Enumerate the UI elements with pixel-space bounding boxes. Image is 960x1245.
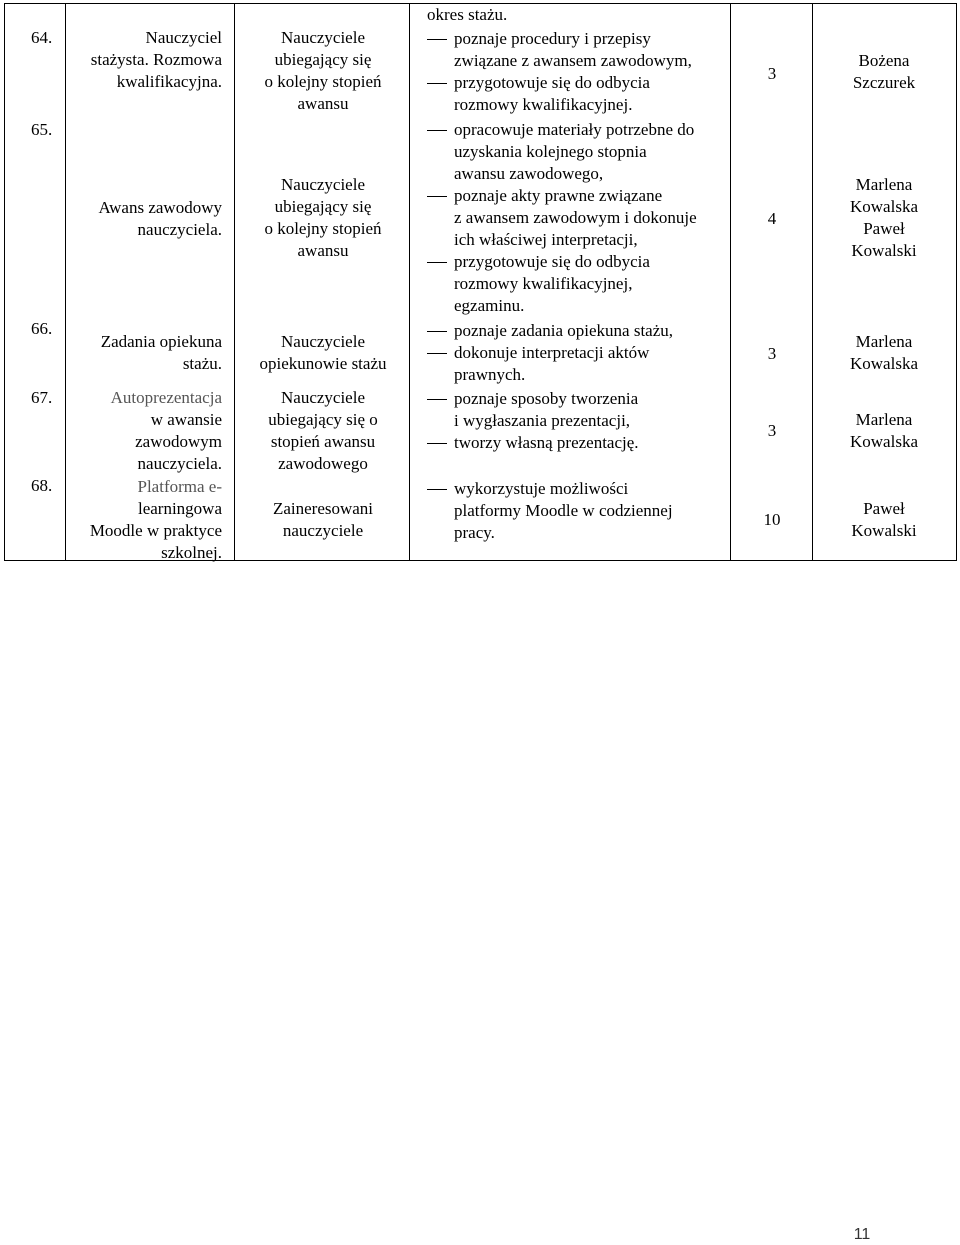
content-line: poznaje zadania opiekuna stażu,	[454, 321, 674, 340]
content-line: poznaje procedury i przepisy	[454, 29, 651, 48]
trainer-line: Marlena	[855, 332, 913, 351]
column-divider	[409, 3, 410, 561]
audience-line: nauczyciele	[282, 521, 364, 540]
content-line: okres stażu.	[427, 5, 508, 24]
audience-line: ubiegający się o	[268, 410, 378, 429]
column-divider	[234, 3, 235, 561]
topic-line: w awansie	[150, 410, 222, 429]
audience-line: ubiegający się	[274, 197, 372, 216]
bullet-dash	[427, 353, 447, 354]
audience-line: Nauczyciele	[281, 28, 365, 47]
content-line: opracowuje materiały potrzebne do	[454, 120, 695, 139]
trainer-line: Kowalska	[850, 197, 918, 216]
hours-value: 3	[767, 64, 777, 83]
content-line: poznaje sposoby tworzenia	[454, 389, 639, 408]
audience-line: o kolejny stopień	[264, 219, 382, 238]
topic-line: Zadania opiekuna	[100, 332, 222, 351]
row-number: 68.	[31, 476, 53, 495]
audience-line: o kolejny stopień	[264, 72, 382, 91]
hours-value: 4	[767, 209, 777, 228]
topic-line: nauczyciela.	[137, 454, 222, 473]
content-line: platformy Moodle w codziennej	[454, 501, 673, 520]
bullet-dash	[427, 331, 447, 332]
content-line: pracy.	[454, 523, 495, 542]
topic-line: stażu.	[182, 354, 222, 373]
trainer-line: Marlena	[855, 175, 913, 194]
content-line: egzaminu.	[454, 296, 525, 315]
row-number: 65.	[31, 120, 53, 139]
audience-line: zawodowego	[278, 454, 368, 473]
bullet-dash	[427, 130, 447, 131]
trainer-line: Paweł	[863, 219, 905, 238]
bullet-dash	[427, 262, 447, 263]
content-line: rozmowy kwalifikacyjnej,	[454, 274, 633, 293]
bullet-dash	[427, 196, 447, 197]
bullet-dash	[427, 399, 447, 400]
row-number: 67.	[31, 388, 53, 407]
trainer-line: Kowalska	[850, 432, 918, 451]
trainer-line: Szczurek	[852, 73, 916, 92]
row-number: 66.	[31, 319, 53, 338]
trainer-line: Kowalski	[851, 241, 917, 260]
topic-line: Autoprezentacja	[110, 388, 222, 407]
topic-line: Nauczyciel	[145, 28, 222, 47]
bullet-dash	[427, 443, 447, 444]
topic-line: nauczyciela.	[137, 220, 222, 239]
audience-line: Zaineresowani	[272, 499, 374, 518]
topic-line: stażysta. Rozmowa	[90, 50, 222, 69]
topic-line: kwalifikacyjna.	[116, 72, 222, 91]
topic-line: zawodowym	[135, 432, 222, 451]
content-line: poznaje akty prawne związane	[454, 186, 663, 205]
topic-line: Platforma e-	[137, 477, 222, 496]
hours-value: 3	[767, 421, 777, 440]
topic-line: learningowa	[137, 499, 222, 518]
hours-value: 10	[763, 510, 781, 529]
content-line: i wygłaszania prezentacji,	[454, 411, 631, 430]
bullet-dash	[427, 83, 447, 84]
content-line: tworzy własną prezentację.	[454, 433, 639, 452]
content-line: przygotowuje się do odbycia	[454, 252, 650, 271]
audience-line: Nauczyciele	[281, 388, 365, 407]
content-line: wykorzystuje możliwości	[454, 479, 629, 498]
trainer-line: Kowalski	[851, 521, 917, 540]
content-line: przygotowuje się do odbycia	[454, 73, 650, 92]
content-line: ich właściwej interpretacji,	[454, 230, 638, 249]
audience-line: awansu	[297, 241, 349, 260]
audience-line: Nauczyciele	[281, 332, 365, 351]
audience-line: ubiegający się	[274, 50, 372, 69]
trainer-line: Bożena	[858, 51, 910, 70]
bullet-dash	[427, 39, 447, 40]
audience-line: Nauczyciele	[281, 175, 365, 194]
content-line: z awansem zawodowym i dokonuje	[454, 208, 697, 227]
topic-line: szkolnej.	[161, 543, 222, 562]
column-divider	[65, 3, 66, 561]
content-line: dokonuje interpretacji aktów	[454, 343, 650, 362]
topic-line: Awans zawodowy	[98, 198, 222, 217]
content-line: prawnych.	[454, 365, 526, 384]
audience-line: stopień awansu	[270, 432, 376, 451]
column-divider	[730, 3, 731, 561]
column-divider	[812, 3, 813, 561]
audience-line: awansu	[297, 94, 349, 113]
trainer-line: Marlena	[855, 410, 913, 429]
bullet-dash	[427, 489, 447, 490]
audience-line: opiekunowie stażu	[259, 354, 387, 373]
content-line: awansu zawodowego,	[454, 164, 604, 183]
row-number: 64.	[31, 28, 53, 47]
hours-value: 3	[767, 344, 777, 363]
page-number: 11	[853, 1226, 871, 1243]
trainer-line: Kowalska	[850, 354, 918, 373]
topic-line: Moodle w praktyce	[89, 521, 222, 540]
content-line: rozmowy kwalifikacyjnej.	[454, 95, 633, 114]
content-line: uzyskania kolejnego stopnia	[454, 142, 647, 161]
content-line: związane z awansem zawodowym,	[454, 51, 692, 70]
trainer-line: Paweł	[863, 499, 905, 518]
